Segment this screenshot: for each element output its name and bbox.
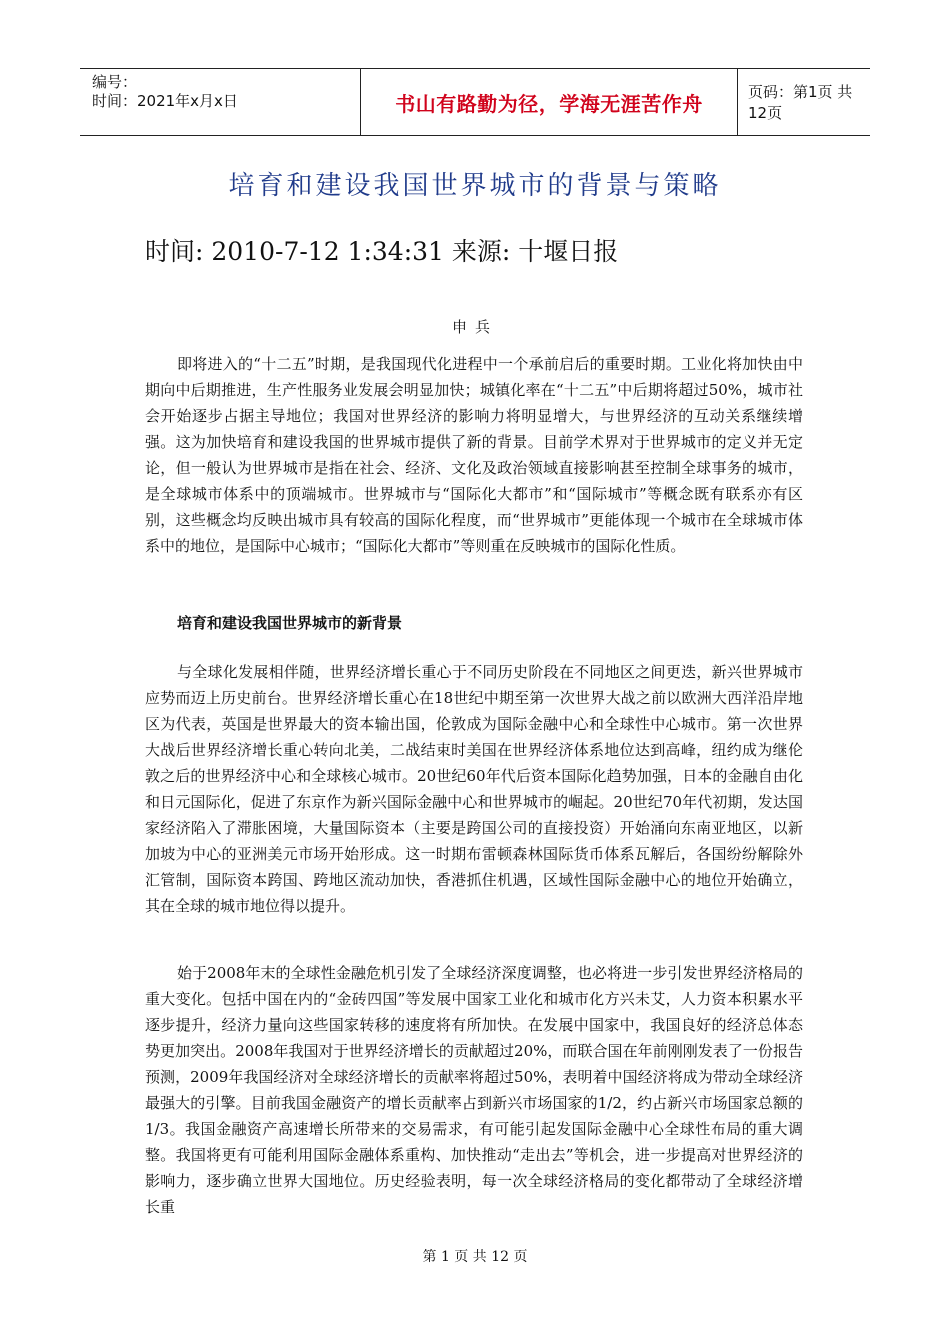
page-footer: 第 1 页 共 12 页 (422, 1249, 528, 1265)
header-motto-cell (360, 69, 738, 135)
article-author: 申兵 (451, 318, 498, 336)
section-heading: 培育和建设我国世界城市的新背景 (177, 614, 403, 632)
document-date-label: 时间：2021年x月x日 (92, 92, 238, 110)
header-page-info: 页码：第1页 共12页 (748, 83, 853, 122)
header-left (92, 73, 282, 111)
paragraph-background: 与全球化发展相伴随，世界经济增长重心于不同历史阶段在不同地区之间更迭，新兴世界城市应势而迈上历史前台。世界经济增长重心在18世纪中期至第一次世界大战之前以欧洲大西洋沿岸地区为代表，英国是世界最大的资本输出国，伦敦成为国际金融中心和全球性中心城市。第一次世界大战后世界经济增长重心转向北美，二战结束时美国在世界经济体系地位达到高峰，纽约成为继伦敦之后的世界经济中心和全球核心城市。20世纪60年代后资本国际化趋势加强，日本的金融自由化和日元国际化，促进了东京作为新兴国际金融中心和世界城市的崛起。20世纪70年代初期，发达国家经济陷入了滞胀困境，大量国际资本（主要是跨国公司的直接投资）开始涌向东南亚地区，以新加坡为中心的亚洲美元市场开始形成。这一时期布雷顿森林国际货币体系瓦解后，各国纷纷解除外汇管制，国际资本跨国、跨地区流动加快，香港抓住机遇，区域性国际金融中心的地位开始确立，其在全球的城市地位得以提升。 (145, 663, 803, 915)
document-header (80, 68, 870, 136)
article-title: 培育和建设我国世界城市的背景与策略 (228, 171, 722, 201)
article-meta: 时间: 2010-7-12 1:34:31 来源: 十堰日报 (145, 237, 619, 266)
header-motto: 书山有路勤为径，学海无涯苦作舟 (395, 91, 703, 116)
document-number-label: 编号： (92, 73, 138, 91)
paragraph-intro: 即将进入的“十二五”时期，是我国现代化进程中一个承前启后的重要时期。工业化将加快由中期向中后期推进，生产性服务业发展会明显加快；城镇化率在“十二五”中后期将超过50%，城市社会开始逐步占据主导地位；我国对世界经济的影响力将明显增大，与世界经济的互动关系继续增强。这为加快培育和建设我国的世界城市提供了新的背景。目前学术界对于世界城市的定义并无定论，但一般认为世界城市是指在社会、经济、文化及政治领域直接影响甚至控制全球事务的城市，是全球城市体系中的顶端城市。世界城市与“国际化大都市”和“国际城市”等概念既有联系亦有区别，这些概念均反映出城市具有较高的国际化程度，而“世界城市”更能体现一个城市在全球城市体系中的地位，是国际中心城市；“国际化大都市”等则重在反映城市的国际化性质。 (145, 355, 803, 555)
paragraph-financial-crisis: 始于2008年末的全球性金融危机引发了全球经济深度调整，也必将进一步引发世界经济格局的重大变化。包括中国在内的“金砖四国”等发展中国家工业化和城市化方兴未艾，人力资本积累水平逐步提升，经济力量向这些国家转移的速度将有所加快。在发展中国家中，我国良好的经济总体态势更加突出。2008年我国对于世界经济增长的贡献超过20%，而联合国在年前刚刚发表了一份报告预测，2009年我国经济对全球经济增长的贡献率将超过50%，表明着中国经济将成为带动全球经济最强大的引擎。目前我国金融资产的增长贡献率占到新兴市场国家的1/2，约占新兴市场国家总额的1/3。我国金融资产高速增长所带来的交易需求，有可能引起发国际金融中心全球性布局的重大调整。我国将更有可能利用国际金融体系重构、加快推动“走出去”等机会，进一步提高对世界经济的影响力，逐步确立世界大国地位。历史经验表明，每一次全球经济格局的变化都带动了全球经济增长重 (145, 964, 803, 1216)
